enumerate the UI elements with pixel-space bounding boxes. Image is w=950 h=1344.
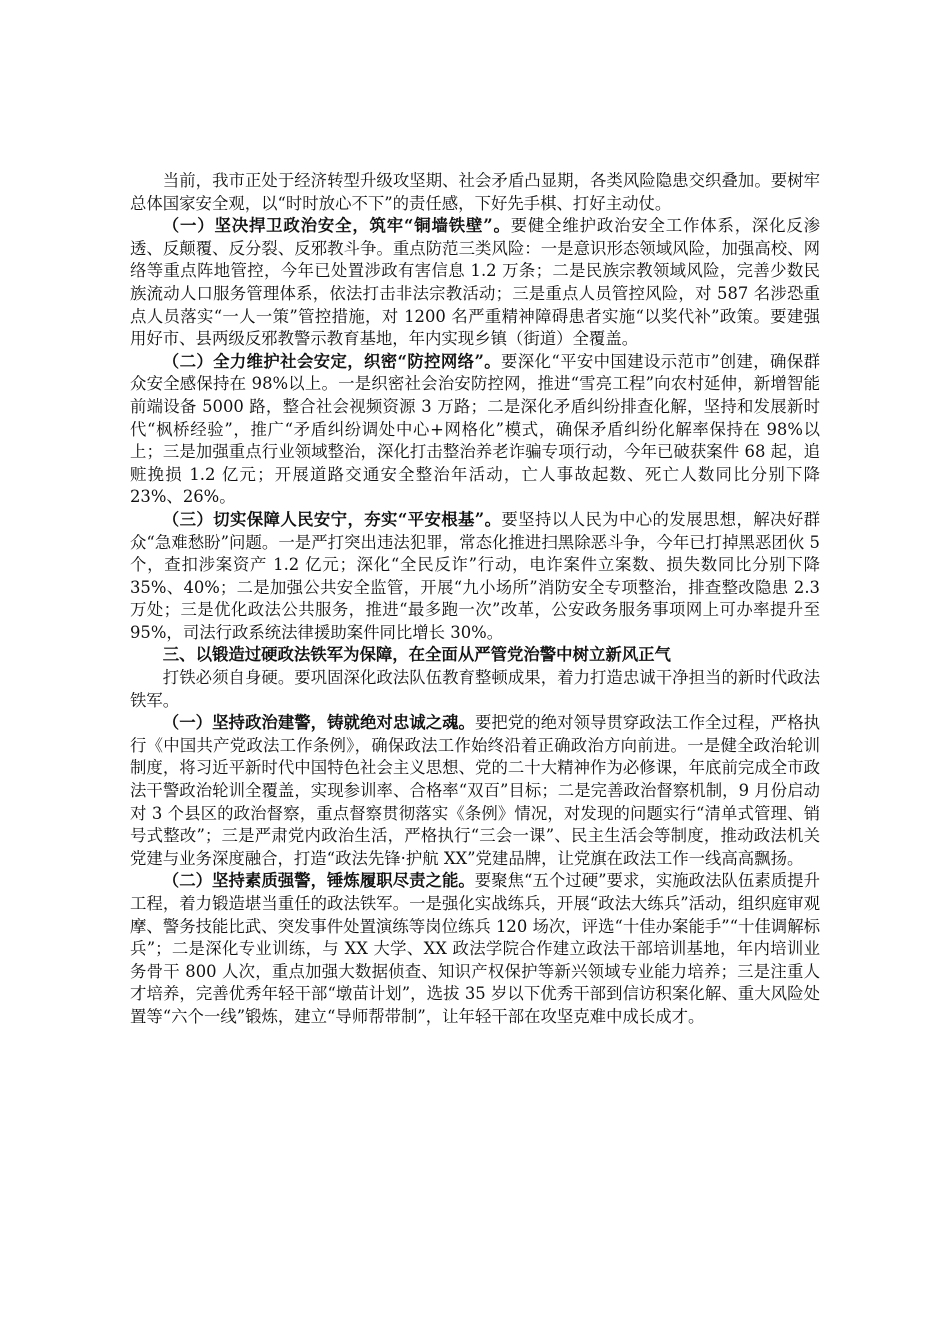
paragraph-text: 要把党的绝对领导贯穿政法工作全过程，严格执行《中国共产党政法工作条例》，确保政法工作始终沿着正确政治方向前进。一是健全政治轮训制度，将习近平新时代中国特色社会主义思想、党的二十大精神作为必修课，年底前完成全市政法干警政治轮训全覆盖，实现参训率、合格率“双百”目标；二是完善政治督察机制，9 月份启动对 3 个县区的政治督察，重点督察贯彻落实《条例》情况，对发现的问题实行“清单式管理、销号式整改”；三是严肃党内政治生活，严格执行“三会一课”、民主生活会等制度，推动政法机关党建与业务深度融合，打造“政法先锋·护航 XX”党建品牌，让党旗在政法工作一线高高飘扬。 (130, 713, 821, 868)
section-paragraph-political-security (130, 215, 820, 351)
paragraph-text: 当前，我市正处于经济转型升级攻坚期、社会矛盾凸显期，各类风险隐患交织叠加。要树牢总体国家安全观，以“时时放心不下”的责任感，下好先手棋、打好主动仗。 (130, 171, 820, 213)
paragraph-text: 要聚焦“五个过硬”要求，实施政法队伍素质提升工程，着力锻造堪当重任的政法铁军。一是强化实战练兵，开展“政法大练兵”活动，组织庭审观摩、警务技能比武、突发事件处置演练等岗位练兵 120 场次，评选“十佳办案能手”“十佳调解标兵”；二是深化专业训练，与 XX 大学、XX 政法学院合作建立政法干部培训基地，年内培训业务骨干 800 人次，重点加强大数据侦查、知识产权保护等新兴领域专业能力培养；三是注重人才培养，完善优秀年轻干部“墩苗计划”，选拔 35 岁以下优秀干部到信访积案化解、重大风险处置等“六个一线”锻炼，建立“导师帮带制”，让年轻干部在攻坚克难中成长成才。 (130, 871, 820, 1026)
paragraph-text: 打铁必须自身硬。要巩固深化政法队伍教育整顿成果，着力打造忠诚干净担当的新时代政法铁军。 (130, 668, 820, 710)
document-body (130, 170, 820, 1029)
paragraph-text: 要健全维护政治安全工作体系，深化反渗透、反颠覆、反分裂、反邪教斗争。重点防范三类风险：一是意识形态领域风险，加强高校、网络等重点阵地管控，今年已处置涉政有害信息 1.2 万条；二是民族宗教领域风险，完善少数民族流动人口服务管理体系，依法打击非法宗教活动；三是重点人员管控风险，对 587 名涉恐重点人员落实“一人一策”管控措施，对 1200 名严重精神障碍患者实施“以奖代补”政策。要建强用好市、县两级反邪教警示教育基地，年内实现乡镇（街道）全覆盖。 (130, 216, 821, 349)
section-paragraph-quality-police (130, 870, 820, 1028)
section-heading-three (130, 644, 820, 667)
section-intro-paragraph (130, 667, 820, 712)
intro-paragraph (130, 170, 820, 215)
paragraph-text: 要坚持以人民为中心的发展思想，解决好群众“急难愁盼”问题。一是严打突出违法犯罪，常态化推进扫黑除恶斗争，今年已打掉黑恶团伙 5 个，查扣涉案资产 1.2 亿元；深化“全民反诈”行动，电诈案件立案数、损失数同比分别下降 35%、40%；二是加强公共安全监管，开展“九小场所”消防安全专项整治，排查整改隐患 2.3 万处；三是优化政法公共服务，推进“最多跑一次”改革，公安政务服务事项网上可办率提升至 95%，司法行政系统法律援助案件同比增长 30%。 (130, 509, 820, 642)
section-paragraph-public-peace (130, 509, 820, 645)
subsection-heading: （二）坚持素质强警，锤炼履职尽责之能。 (162, 871, 475, 891)
subsection-heading: （三）切实保障人民安宁，夯实“平安根基”。 (162, 509, 502, 529)
section-paragraph-political-police (130, 712, 820, 870)
subsection-heading: （一）坚持政治建警，铸就绝对忠诚之魂。 (162, 713, 475, 733)
paragraph-text: 要深化“平安中国建设示范市”创建，确保群众安全感保持在 98%以上。一是织密社会治安防控网，推进“雪亮工程”向农村延伸，新增智能前端设备 5000 路，整合社会视频资源 3 万路；二是深化矛盾纠纷排查化解，坚持和发展新时代“枫桥经验”，推广“矛盾纠纷调处中心+网格化”模式，确保矛盾纠纷化解率保持在 98%以上；三是加强重点行业领域整治，深化打击整治养老诈骗专项行动，今年已破获案件 68 起，追赃挽损 1.2 亿元；开展道路交通安全整治年活动，亡人事故起数、死亡人数同比分别下降 23%、26%。 (130, 351, 820, 507)
section-heading-text: 三、以锻造过硬政法铁军为保障，在全面从严管党治警中树立新风正气 (162, 645, 671, 665)
section-paragraph-social-stability (130, 351, 820, 509)
subsection-heading: （一）坚决捍卫政治安全，筑牢“铜墙铁壁”。 (162, 216, 511, 236)
subsection-heading: （二）全力维护社会安定，织密“防控网络”。 (162, 351, 502, 371)
